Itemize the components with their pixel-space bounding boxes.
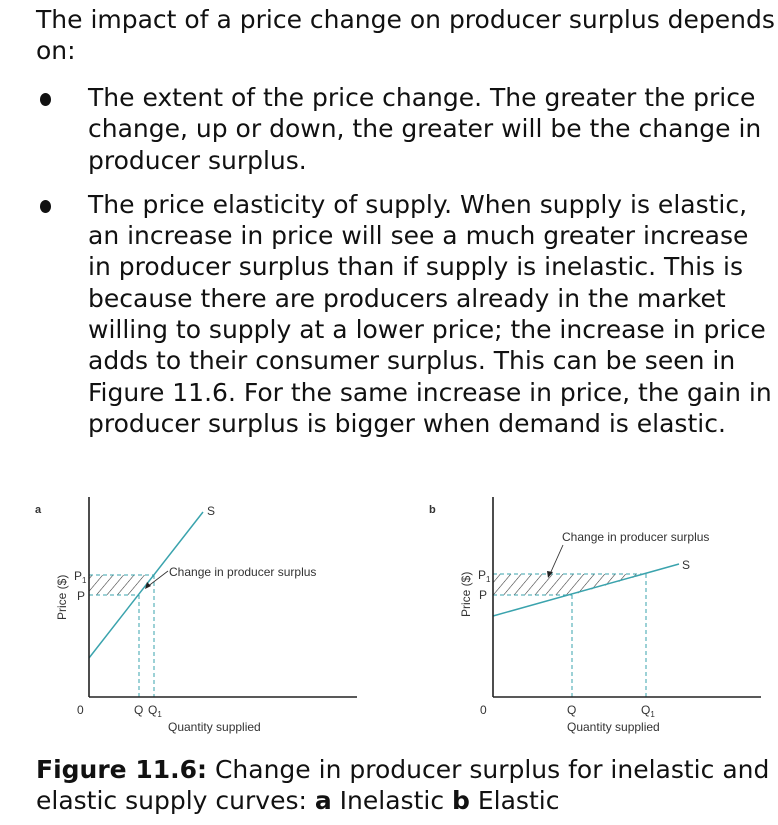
- caption-a-label: a: [314, 786, 332, 815]
- figure-svg: [0, 490, 778, 740]
- figure-number: Figure 11.6:: [36, 755, 208, 784]
- panel-b-elastic: [429, 497, 761, 734]
- x-axis-label: Quantity supplied: [567, 720, 660, 734]
- producer-surplus-change-area: [493, 574, 648, 595]
- bullet-text: The price elasticity of supply. When supply is elastic, an increase in price will see a much greater increase in producer surplus than if supply is inelastic. This is because there are producers already in the market willing to supply at a lower price; the increase in price adds to their consumer surplus. This can be seen in Figure 11.6. For the same increase in price, the gain in producer surplus is bigger when demand is elastic.: [88, 189, 772, 438]
- bullet-item: [36, 189, 776, 439]
- q-label: Q: [134, 703, 144, 717]
- intro-paragraph: The impact of a price change on producer surplus depends on:: [36, 5, 775, 65]
- annotation-arrow: [550, 545, 563, 574]
- annotation-label: Change in producer surplus: [169, 565, 317, 579]
- origin-label: 0: [77, 703, 84, 717]
- panel-b-label: b: [429, 504, 436, 516]
- p-label: P: [77, 589, 86, 603]
- p1-label: $P_1$: [74, 569, 87, 585]
- caption-b-text: Elastic: [469, 786, 560, 815]
- x-axis-label: Quantity supplied: [168, 720, 261, 734]
- supply-curve-label: S: [682, 558, 691, 572]
- caption-b-label: b: [452, 786, 470, 815]
- figure-caption: [36, 754, 776, 816]
- figure-11-6: [0, 490, 778, 740]
- y-axis-label: Price ($): [55, 574, 69, 620]
- q1-label: $Q_1$: [148, 703, 162, 719]
- bullet-dot-icon: [40, 93, 51, 106]
- bullet-text: The extent of the price change. The greater the price change, up or down, the greater will be the change in producer surplus.: [88, 83, 762, 175]
- y-axis-label: Price ($): [459, 571, 473, 617]
- q-label: Q: [567, 703, 577, 717]
- q1-label: $Q_1$: [641, 703, 655, 719]
- p-label: P: [479, 588, 488, 602]
- bullet-dot-icon: [40, 200, 51, 213]
- caption-text: Change in producer surplus for inelastic and elastic supply curves:: [36, 755, 770, 815]
- supply-curve-label: S: [207, 504, 216, 518]
- p1-label: $P_1$: [478, 568, 491, 584]
- panel-a-inelastic: [35, 497, 357, 734]
- annotation-label: Change in producer surplus: [562, 530, 710, 544]
- caption-a-text: Inelastic: [331, 786, 453, 815]
- bullet-item: [36, 82, 776, 176]
- bullet-list: [36, 82, 776, 452]
- origin-label: 0: [480, 703, 487, 717]
- panel-a-label: a: [35, 504, 42, 516]
